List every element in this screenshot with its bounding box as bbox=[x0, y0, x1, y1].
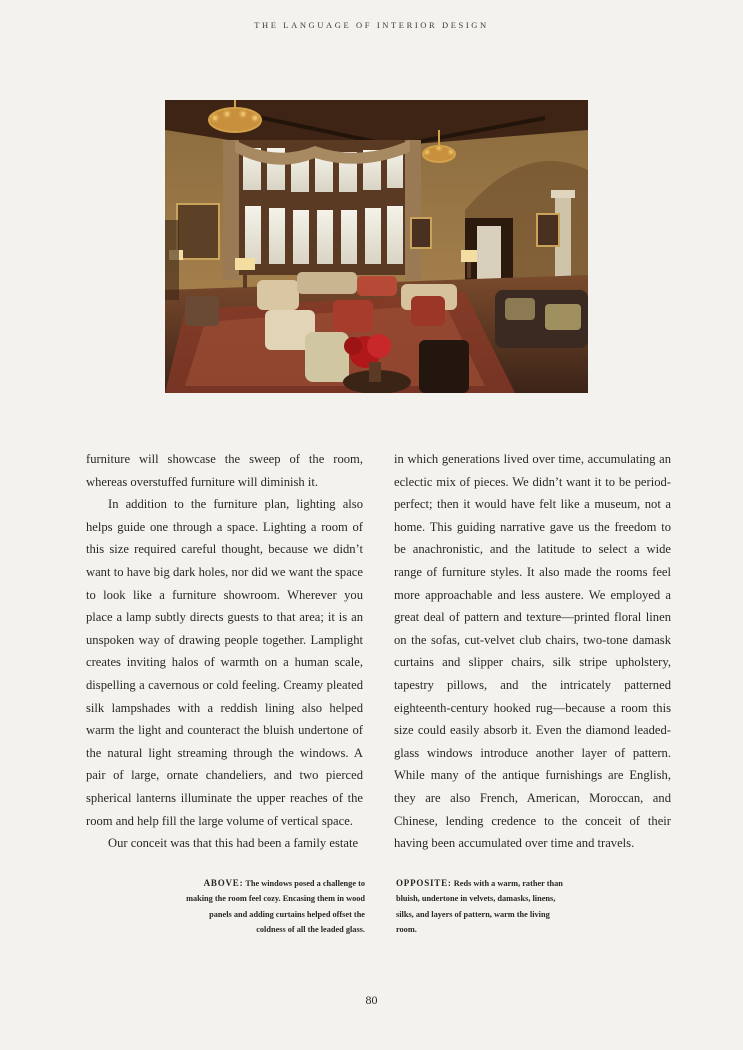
running-header: THE LANGUAGE OF INTERIOR DESIGN bbox=[254, 20, 489, 30]
caption-label: OPPOSITE: bbox=[396, 878, 452, 888]
body-text-left-column bbox=[86, 448, 363, 855]
paragraph: in which generations lived over time, accumulating an eclectic mix of pieces. We didn’t want it to be period-perfect; then it would have felt like a museum, not a home. This guiding narrative gave us the freedom to be anachronistic, and the latitude to select a wide range of furniture styles. It also made the rooms feel more approachable and less austere. We employed a great deal of pattern and texture—printed floral linen on the sofas, cut-velvet club chairs, two-tone damask curtains and slipper chairs, silk stripe upholstery, tapestry pillows, and the intricately patterned eighteenth-century hooked rug—because a room this size could easily absorb it. Even the diamond leaded-glass windows introduce another layer of pattern. While many of the antique furnishings are English, they are also French, American, Moroccan, and Chinese, lending credence to the conceit of their having been accumulated over time and travels. bbox=[394, 452, 671, 851]
page-number: 80 bbox=[365, 993, 378, 1007]
caption-opposite bbox=[396, 876, 566, 938]
living-room-photo bbox=[165, 100, 588, 393]
body-text-right-column bbox=[394, 448, 671, 855]
photo-illustration bbox=[165, 100, 588, 393]
caption-label: ABOVE: bbox=[203, 878, 244, 888]
paragraph: In addition to the furniture plan, lighting also helps guide one through a space. Lighting a room of this size required careful thought, because we didn’t want to have big dark holes, nor did we want the space to look like a furniture showroom. Wherever you place a lamp subtly directs guests to that area; it is an unspoken way of drawing people together. Lamplight creates inviting halos of warmth on a human scale, dispelling a cavernous or cold feeling. Creamy pleated silk lampshades with a reddish lining also helped warm the light and counteract the bluish undertone of the natural light streaming through the windows. A pair of large, ornate chandeliers, and two pierced spherical lanterns illuminate the upper reaches of the room and help fill the large volume of vertical space. bbox=[86, 497, 363, 828]
paragraph: furniture will showcase the sweep of the room, whereas overstuffed furniture will diminish it. bbox=[86, 452, 363, 489]
caption-text: Reds with a warm, rather than bluish, undertone in velvets, damasks, linens, silks, and layers of pattern, warm the living room. bbox=[396, 879, 563, 935]
caption-text: The windows posed a challenge to making the room feel cozy. Encasing them in wood panels and adding curtains helped offset the coldness of all the leaded glass. bbox=[186, 879, 365, 935]
paragraph: Our conceit was that this had been a family estate bbox=[108, 836, 359, 851]
caption-above bbox=[183, 876, 365, 938]
